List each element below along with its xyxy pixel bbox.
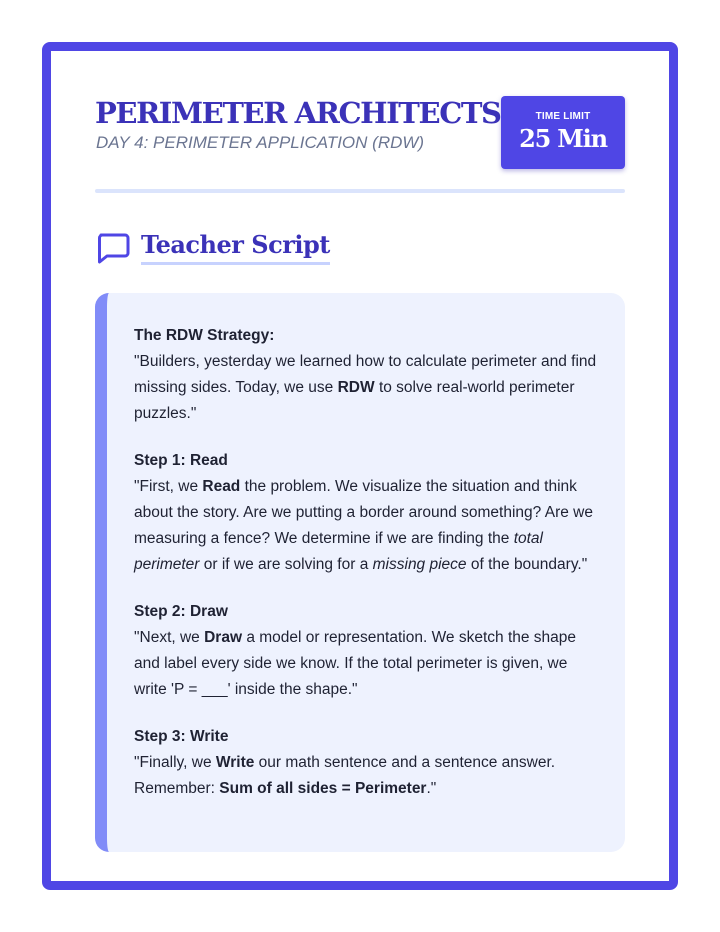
step-1-text xyxy=(134,474,601,578)
intro-heading: The RDW Strategy: xyxy=(134,327,275,344)
time-limit-value: 25 Min xyxy=(519,124,607,153)
teacher-script-panel xyxy=(95,293,625,852)
step-2-emphasis: Draw xyxy=(204,629,243,646)
script-intro xyxy=(134,323,601,427)
time-limit-label: TIME LIMIT xyxy=(535,111,591,122)
step-1-italic: total perimeter xyxy=(134,530,543,573)
intro-text xyxy=(134,349,601,427)
script-step-2 xyxy=(134,599,601,703)
step-3-text-part: "Finally, we xyxy=(134,754,216,771)
script-step-3 xyxy=(134,724,601,802)
speech-bubble-icon xyxy=(96,232,130,264)
step-3-emphasis: Write xyxy=(215,754,255,771)
intro-emphasis: RDW xyxy=(337,379,375,396)
step-1-heading: Step 1: Read xyxy=(134,452,228,469)
intro-text-part: "Builders, yesterday we learned how to calculate perimeter and find missing sides. Today, we use xyxy=(134,353,597,396)
step-1-emphasis: Read xyxy=(202,478,241,495)
page-title: PERIMETER ARCHITECTS xyxy=(95,96,501,130)
step-1-text-part: or if we are solving for a xyxy=(199,556,373,573)
step-2-text xyxy=(134,625,601,703)
step-1-text-part: "First, we xyxy=(134,478,203,495)
step-2-text-part: "Next, we xyxy=(134,629,205,646)
step-3-heading: Step 3: Write xyxy=(134,728,229,745)
header-divider xyxy=(95,189,625,193)
section-title: Teacher Script xyxy=(141,230,330,265)
time-limit-badge xyxy=(501,96,625,169)
step-3-emphasis: Sum of all sides = Perimeter xyxy=(219,780,427,797)
step-1-text-part: the problem. We visualize the situation and think about the story. Are we putting a border around something? Are we measuring a fence? We determine if we are finding the xyxy=(134,478,593,547)
step-3-text-part: ." xyxy=(426,780,437,797)
step-2-text-part: a model or representation. We sketch the shape and label every side we know. If the total perimeter is given, we write 'P = ___' inside the shape." xyxy=(134,629,577,698)
step-2-heading: Step 2: Draw xyxy=(134,603,228,620)
step-3-text-part: our math sentence and a sentence answer. Remember: xyxy=(134,754,556,797)
step-3-text xyxy=(134,750,601,802)
step-1-italic: missing piece xyxy=(372,556,467,573)
script-step-1 xyxy=(134,448,601,578)
step-1-text-part: of the boundary." xyxy=(466,556,588,573)
page-subtitle: DAY 4: PERIMETER APPLICATION (RDW) xyxy=(96,133,425,152)
intro-text-part: to solve real-world perimeter puzzles." xyxy=(134,379,575,422)
